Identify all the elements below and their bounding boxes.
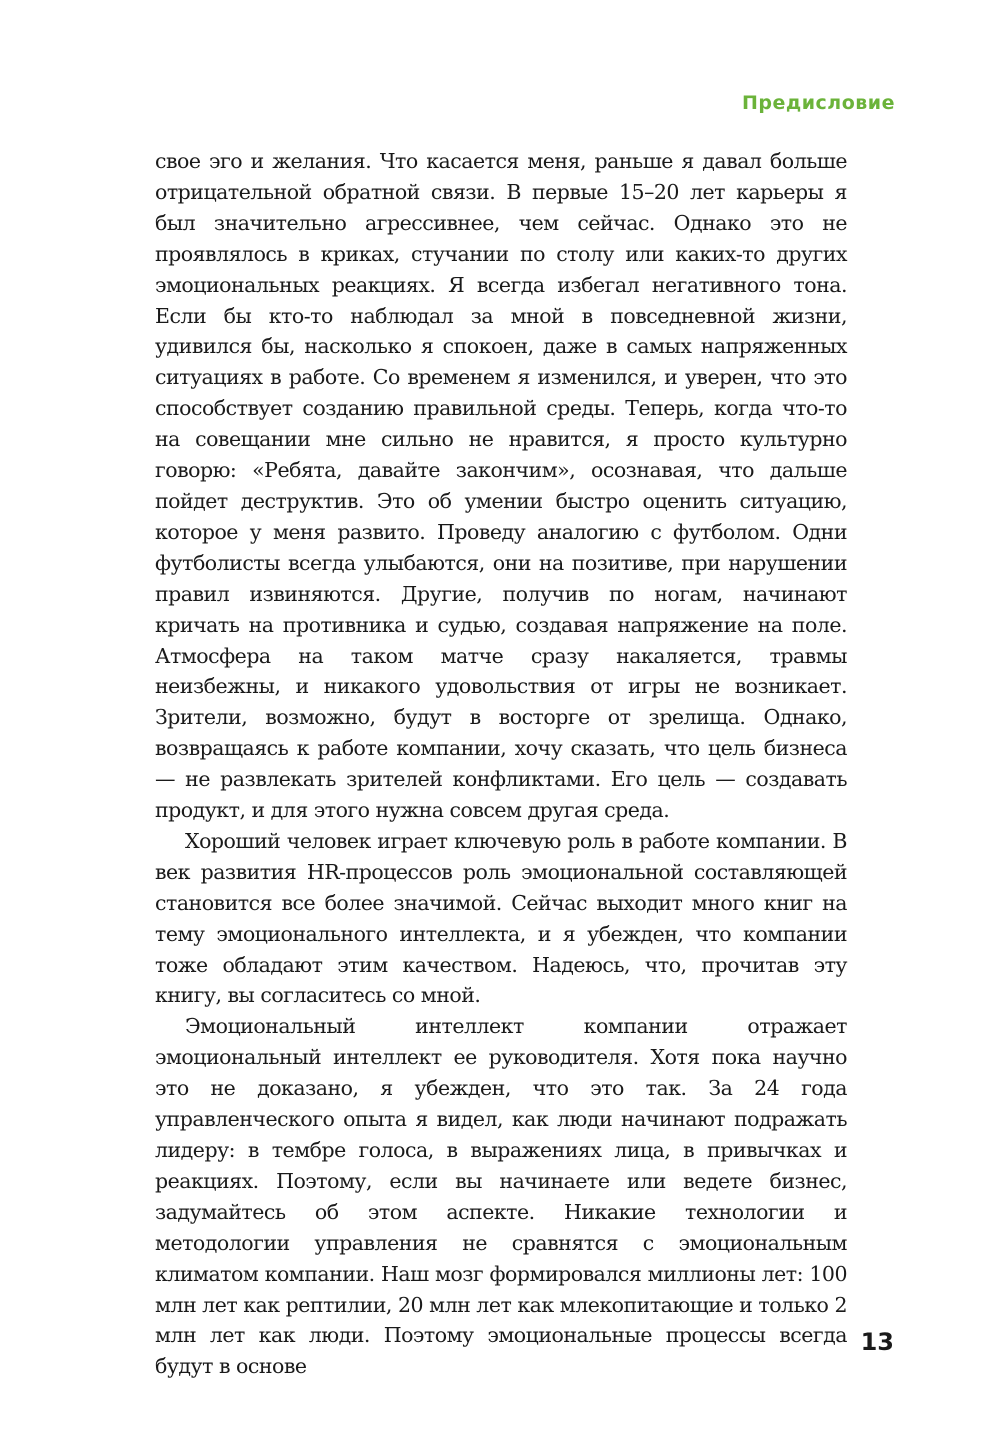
page-number: 13 — [860, 1328, 894, 1356]
paragraph-good-person: Хороший человек играет ключевую роль в работе компании. В век развития HR-процессов роль эмоциональной составляющей становится все более значимой. Сейчас выходит много книг на тему эмоционального интеллекта, и я убежден, что компании тоже обладают этим качеством. Надеюсь, что, прочитав эту книгу, вы согласитесь со мной. — [155, 828, 847, 1008]
paragraph-emotional-intelligence: Эмоциональный интеллект компании отражает эмоциональный интеллект ее руководителя. Хотя пока научно это не доказано, я убежден, что это так. За 24 года управленческого опыта я видел, как люди начинают подражать лидеру: в тембре голоса, в выражениях лица, в привычках и реакциях. Поэтому, если вы начинаете или ведете бизнес, задумайтесь об этом аспекте. Никакие технологии и методологии управления не сравнятся с эмоциональным климатом компании. Наш мозг формировался миллионы лет: 100 млн лет как рептилии, 20 млн лет как млекопитающие и только 2 млн лет как люди. Поэтому эмоциональные процессы всегда будут в основе — [155, 1014, 847, 1379]
running-header-section-title: Предисловие — [741, 92, 895, 114]
paragraph-continuation: свое эго и желания. Что касается меня, раньше я давал больше отрицательной обратной связи. В первые 15–20 лет карьеры я был значительно агрессивнее, чем сейчас. Однако это не проявлялось в криках, стучании по столу или каких-то других эмоциональных реакциях. Я всегда избегал негативного тона. Если бы кто-то наблюдал за мной в повседневной жизни, удивился бы, насколько я спокоен, даже в самых напряженных ситуациях в работе. Со временем я изменился, и уверен, что это способствует созданию правильной среды. Теперь, когда что-то на совещании мне сильно не нравится, я просто культурно говорю: «Ребята, давайте закончим», осознавая, что дальше пойдет деструктив. Это об умении быстро оценить ситуацию, которое у меня развито. Проведу аналогию с футболом. Одни футболисты всегда улыбаются, они на позитиве, при нарушении правил извиняются. Другие, получив по ногам, начинают кричать на противника и судью, создавая напряжение на поле. Атмосфера на таком матче сразу накаляется, травмы неизбежны, и никакого удовольствия от игры не возникает. Зрители, возможно, будут в восторге от зрелища. Однако, возвращаясь к работе компании, хочу сказать, что цель бизнеса — не развлекать зрителей конфликтами. Его цель — создавать продукт, и для этого нужна совсем другая среда. — [155, 149, 847, 823]
body-text — [155, 146, 847, 1382]
